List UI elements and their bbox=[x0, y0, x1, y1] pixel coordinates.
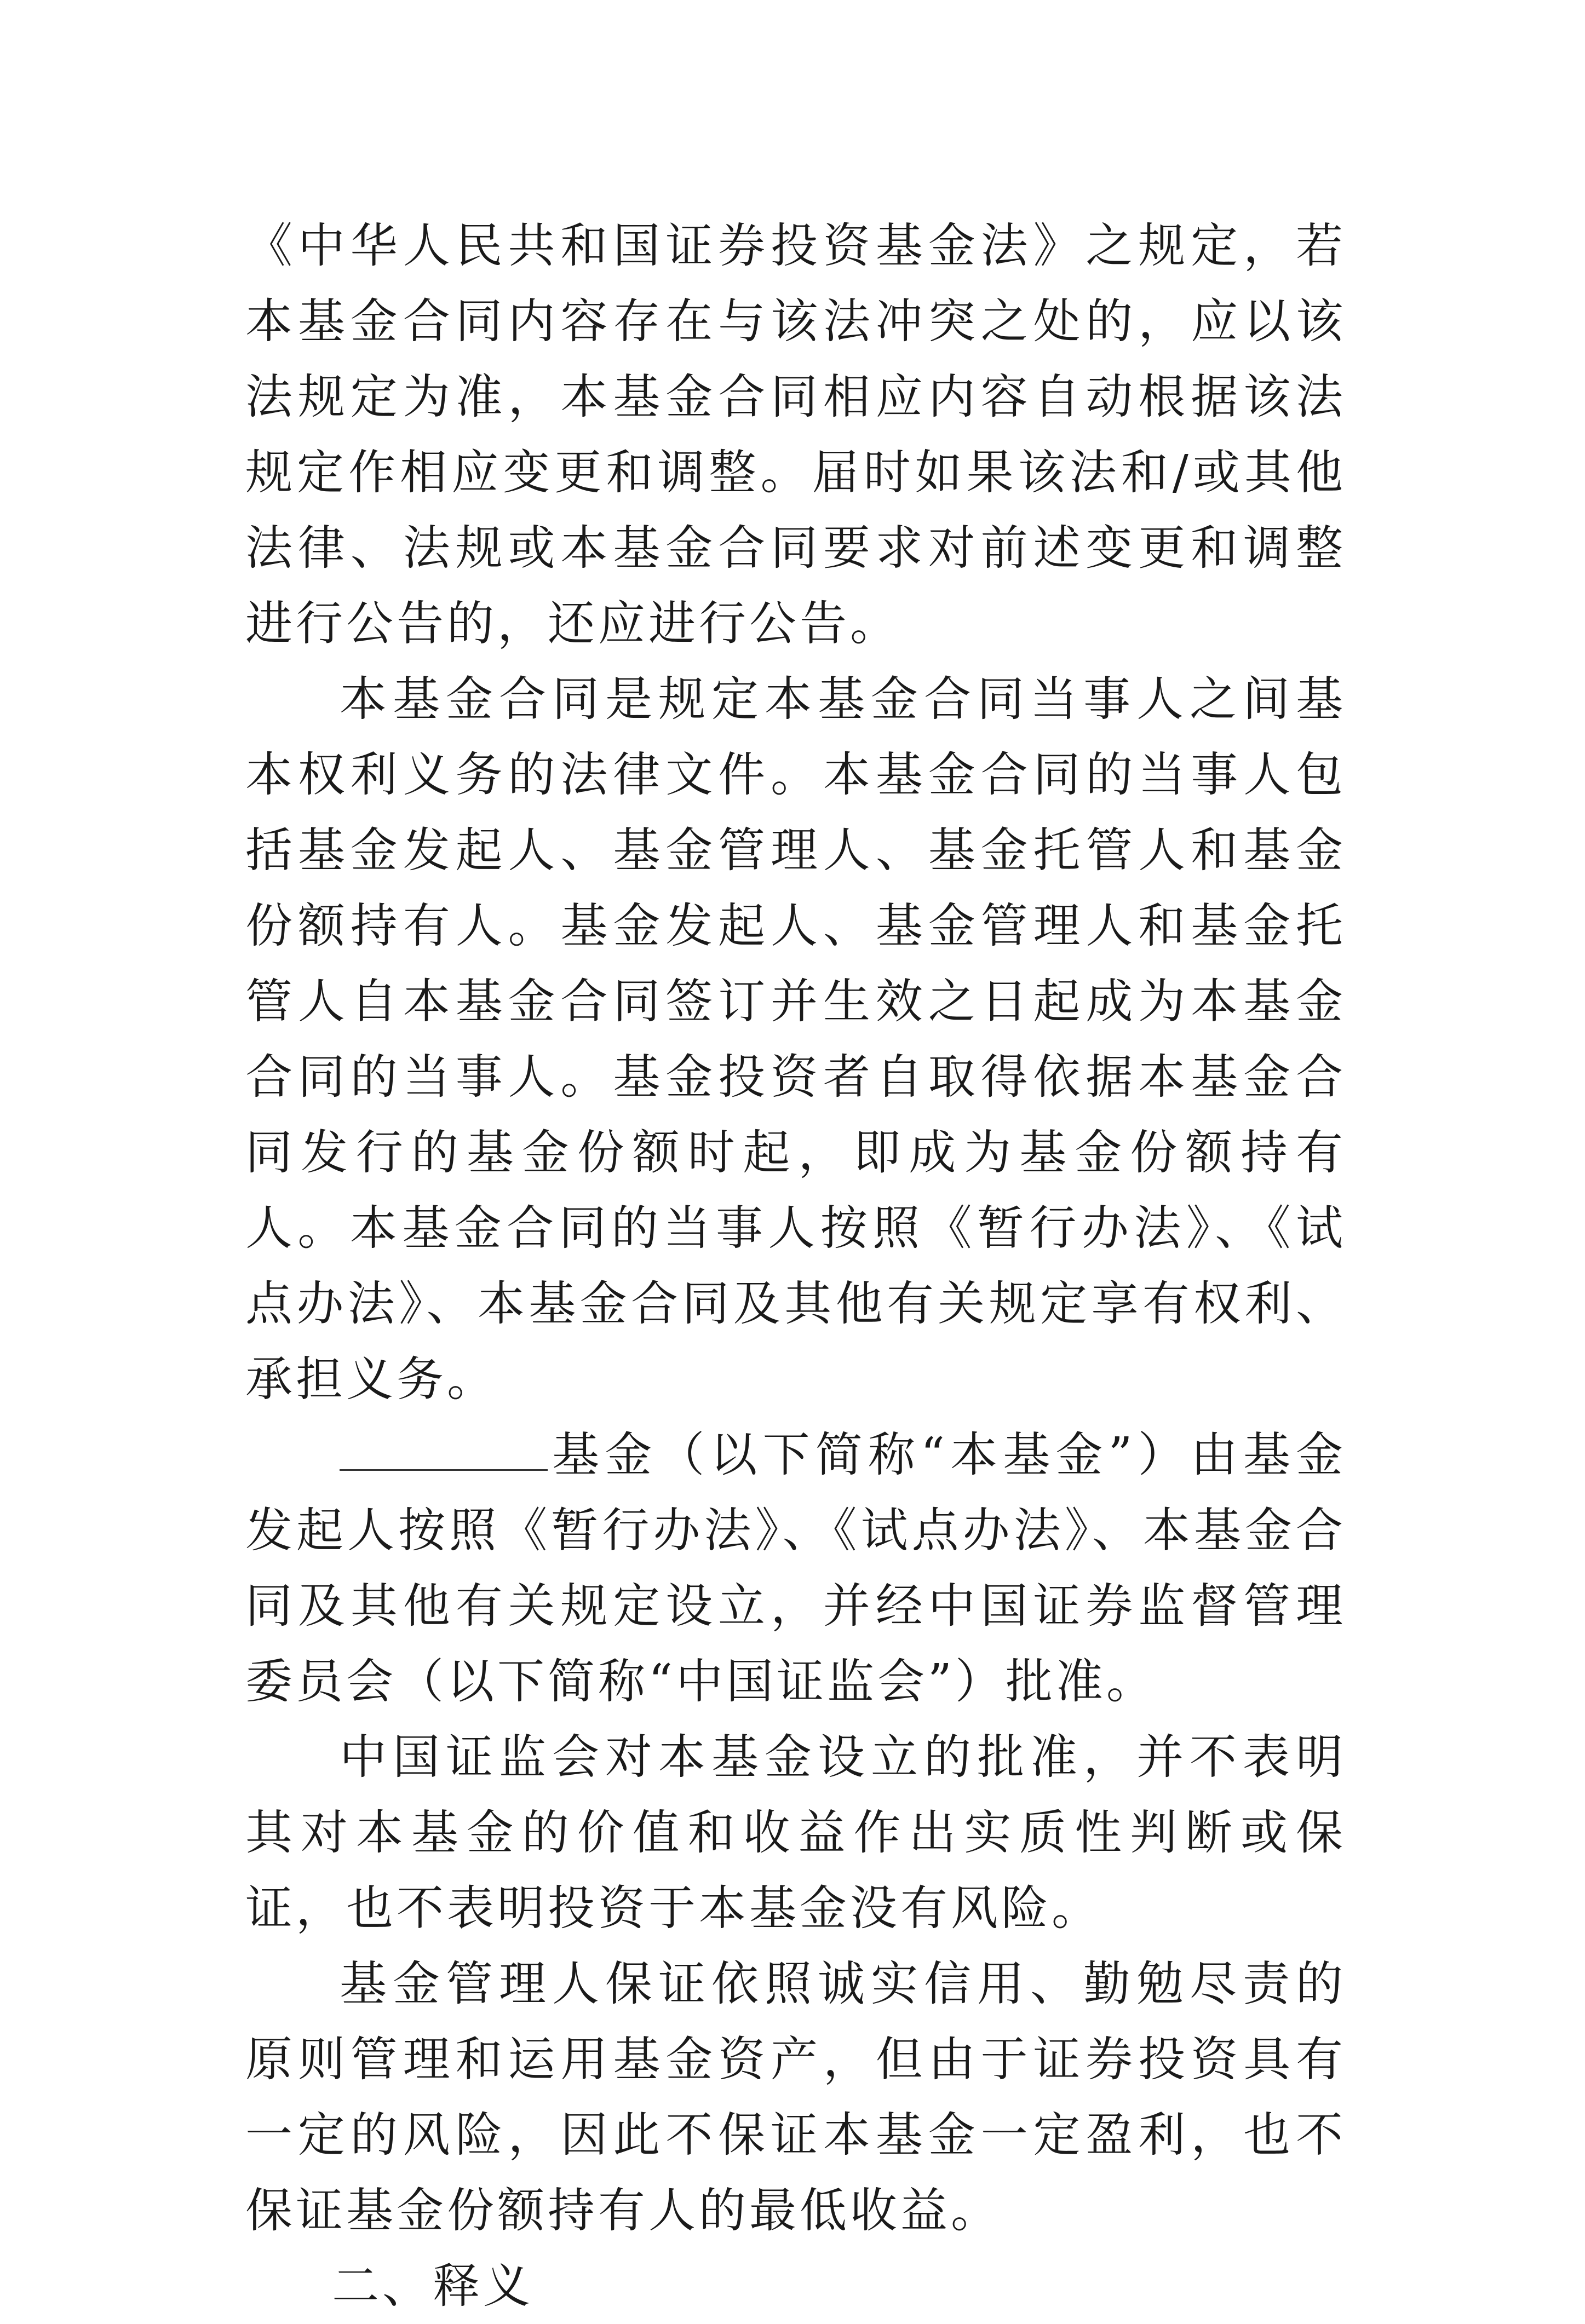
paragraph-fund-law-clause: 《中华人民共和国证券投资基金法》之规定，若本基金合同内容存在与该法冲突之处的，应以该法规定为准，本基金合同相应内容自动根据该法规定作相应变更和调整。届时如果该法和/或其他法律、法规或本基金合同要求对前述变更和调整进行公告的，还应进行公告。 bbox=[245, 218, 1346, 651]
paragraph-fund-establishment-text: 基金（以下简称“本基金”）由基金发起人按照《暂行办法》、《试点办法》、本基金合同及其他有关规定设立，并经中国证券监督管理委员会（以下简称“中国证监会”）批准。 bbox=[245, 1428, 1346, 1709]
paragraph-contract-parties: 本基金合同是规定本基金合同当事人之间基本权利义务的法律文件。本基金合同的当事人包括基金发起人、基金管理人、基金托管人和基金份额持有人。基金发起人、基金管理人和基金托管人自本基金合同签订并生效之日起成为本基金合同的当事人。基金投资者自取得依据本基金合同发行的基金份额时起，即成为基金份额持有人。本基金合同的当事人按照《暂行办法》、《试点办法》、本基金合同及其他有关规定享有权利、承担义务。 bbox=[245, 672, 1346, 1407]
document-body bbox=[245, 208, 1346, 2324]
fund-name-blank-line bbox=[340, 1431, 548, 1471]
paragraph-manager-guarantee: 基金管理人保证依照诚实信用、勤勉尽责的原则管理和运用基金资产，但由于证券投资具有一定的风险，因此不保证本基金一定盈利，也不保证基金份额持有人的最低收益。 bbox=[245, 1957, 1346, 2238]
paragraph-fund-establishment bbox=[245, 1417, 1346, 1719]
paragraph-csrc-approval-disclaimer: 中国证监会对本基金设立的批准，并不表明其对本基金的价值和收益作出实质性判断或保证，也不表明投资于本基金没有风险。 bbox=[245, 1730, 1346, 1936]
section-heading-definitions: 二、释义 bbox=[332, 2259, 533, 2314]
